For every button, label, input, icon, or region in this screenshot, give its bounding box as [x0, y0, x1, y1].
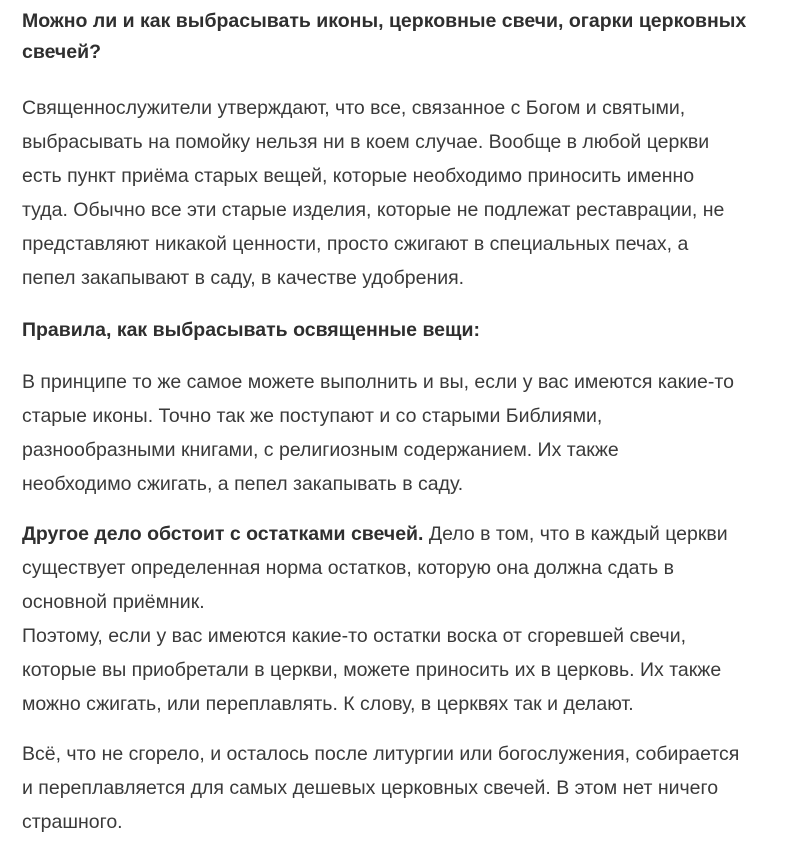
bold-lead-text: Другое дело обстоит с остатками свечей. [22, 523, 424, 545]
text-line: можно сжигать, или переплавлять. К слову, в церквях так и делают. [22, 693, 634, 715]
text-line: есть пункт приёма старых вещей, которые необходимо приносить именно [22, 165, 695, 187]
text-line: Священнослужители утверждают, что все, связанное с Богом и святыми, [22, 97, 686, 119]
text-line: необходимо сжигать, а пепел закапывать в саду. [22, 473, 464, 495]
heading-line: свечей? [22, 41, 101, 63]
text-line: В принципе то же самое можете выполнить и вы, если у вас имеются какие-то [22, 371, 734, 393]
text-line: старые иконы. Точно так же поступают и со старыми Библиями, [22, 405, 603, 427]
text-line: Поэтому, если у вас имеются какие-то остатки воска от сгоревшей свечи, [22, 625, 687, 647]
text-line: и переплавляется для самых дешевых церковных свечей. В этом нет ничего [22, 777, 719, 799]
text-line: представляют никакой ценности, просто сжигают в специальных печах, а [22, 233, 689, 255]
text-line: пепел закапывают в саду, в качестве удобрения. [22, 267, 465, 289]
text-line: основной приёмник. [22, 591, 205, 613]
text-line: которые вы приобретали в церкви, можете приносить их в церковь. Их также [22, 659, 722, 681]
text-line [22, 517, 786, 551]
rules-subheading [22, 315, 786, 346]
text-line: туда. Обычно все эти старые изделия, которые не подлежат реставрации, не [22, 199, 725, 221]
paragraph-icons [22, 365, 786, 501]
subheading-text: Правила, как выбрасывать освященные вещи: [22, 319, 480, 341]
paragraph-candles [22, 517, 786, 721]
text-line: Всё, что не сгорело, и осталось после литургии или богослужения, собирается [22, 743, 740, 765]
text-fragment: Дело в том, что в каждый церкви [423, 523, 728, 545]
paragraph-clergy [22, 91, 786, 295]
text-line: существует определенная норма остатков, которую она должна сдать в [22, 557, 674, 579]
text-line: выбрасывать на помойку нельзя ни в коем случае. Вообще в любой церкви [22, 131, 710, 153]
text-line: страшного. [22, 811, 123, 833]
text-line: разнообразными книгами, с религиозным содержанием. Их также [22, 439, 619, 461]
article-heading [22, 6, 786, 68]
paragraph-remains [22, 737, 786, 839]
heading-line: Можно ли и как выбрасывать иконы, церковные свечи, огарки церковных [22, 10, 747, 32]
